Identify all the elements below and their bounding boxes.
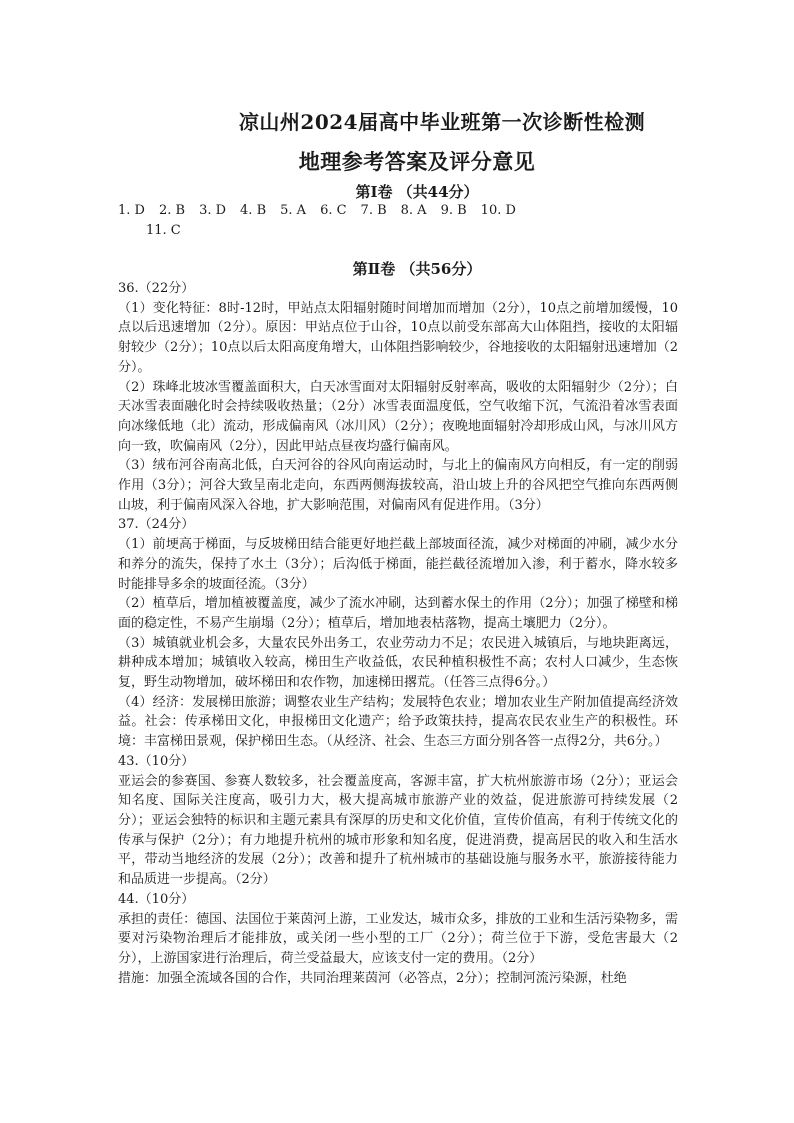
q44-heading: 44.（10分）	[118, 891, 195, 907]
q37-answer-2: （2）植草后，增加植被覆盖度，减少了流水冲刷，达到蓄水保土的作用（2分）；加强了梯壁和梯面的稳定性，不易产生崩塌（2分）；植草后，增加地表枯落物，提高土壤肥力（2分）。	[118, 596, 678, 631]
answer-item: 11. C	[146, 223, 181, 238]
q37-heading: 37.（24分）	[118, 517, 195, 533]
q36-answer-2: （2）珠峰北坡冰雪覆盖面积大，白天冰雪面对太阳辐射反射率高，吸收的太阳辐射少（2分）；白天冰雪表面融化时会持续吸收热量；（2分）冰雪表面温度低，空气收缩下沉，气流沿着冰雪表面向冰缘低地（北）流动，形成偏南风（冰川风）（2分）；夜晚地面辐射冷却形成山风，与冰川风方向一致，吹偏南风（2分），因此甲站点昼夜均盛行偏南风。	[118, 379, 678, 454]
answer-item: 3. D	[199, 203, 227, 218]
q44-answer-1: 承担的责任：德国、法国位于莱茵河上游，工业发达，城市众多，排放的工业和生活污染物多，需要对污染物治理后才能排放，或关闭一些小型的工厂（2分）；荷兰位于下游，受危害最大（2分），上游国家进行治理后，荷兰受益最大，应该支付一定的费用。（2分）	[118, 911, 678, 966]
part2-body	[118, 279, 678, 988]
q37-answer-4: （4）经济：发展梯田旅游；调整农业生产结构；发展特色农业；增加农业生产附加值提高经济效益。社会：传承梯田文化，申报梯田文化遗产；给予政策扶持，提高农民农业生产的积极性。环境：丰富梯田景观，保护梯田生态。（从经济、社会、生态三方面分别各答一点得2分，共6分。）	[118, 694, 678, 750]
answer-item: 8. A	[400, 203, 427, 218]
q43-heading: 43.（10分）	[118, 753, 195, 769]
answer-item: 1. D	[118, 203, 145, 218]
q37-answer-3: （3）城镇就业机会多，大量农民外出务工，农业劳动力不足；农民进入城镇后，与地块距离远，耕种成本增加；城镇收入较高，梯田生产收益低，农民种植积极性不高；农村人口减少，生态恢复，野生动物增加，破坏梯田和农作物，加速梯田撂荒。（任答三点得6分。）	[118, 635, 678, 691]
document-title: 凉山州2024届高中毕业班第一次诊断性检测	[238, 110, 646, 134]
q36-answer-1: （1）变化特征：8时-12时，甲站点太阳辐射随时间增加而增加（2分），10点之前增加缓慢，10点以后迅速增加（2分）。原因：甲站点位于山谷，10点以前受东部高大山体阻挡，接收的太阳辐射较少（2分）；10点以后太阳高度角增大，山体阻挡影响较少，谷地接收的太阳辐射迅速增加（2分）。	[118, 300, 678, 375]
answer-item: 2. B	[158, 203, 186, 218]
q36-answer-3: （3）绒布河谷南高北低，白天河谷的谷风向南运动时，与北上的偏南风方向相反，有一定的削弱作用（3分）；河谷大致呈南北走向，东西两侧海拔较高，沿山坡上升的谷风把空气推向东西两侧山坡，利于偏南风深入谷地，扩大影响范围，对偏南风有促进作用。（3分）	[118, 458, 678, 513]
answer-item: 7. B	[360, 203, 387, 218]
answer-item: 5. A	[280, 203, 307, 218]
answer-item: 6. C	[320, 203, 347, 218]
q43-answer-1: 亚运会的参赛国、参赛人数较多，社会覆盖度高，客源丰富，扩大杭州旅游市场（2分）；亚运会知名度、国际关注度高，吸引力大，极大提高城市旅游产业的效益，促进旅游可持续发展（2分）；亚运会独特的标识和主题元素具有深厚的历史和文化价值，宣传价值高，有利于传统文化的传承与保护（2分）；有力地提升杭州的城市形象和知名度，促进消费，提高居民的收入和生活水平，带动当地经济的发展（2分）；改善和提升了杭州城市的基础设施与服务水平，旅游接待能力和品质进一步提高。（2分）	[118, 773, 678, 888]
part1-heading: 第Ⅰ卷 （共44分）	[355, 183, 479, 201]
q44-answer-2: 措施：加强全流域各国的合作，共同治理莱茵河（必答点，2分）；控制河流污染源，杜绝	[118, 970, 627, 986]
answer-item: 10. D	[480, 203, 516, 218]
part2-heading: 第Ⅱ卷 （共56分）	[352, 260, 482, 278]
document-subtitle: 地理参考答案及评分意见	[298, 149, 536, 174]
answer-item: 9. B	[440, 203, 467, 218]
q37-answer-1: （1）前埂高于梯面，与反坡梯田结合能更好地拦截上部坡面径流，减少对梯面的冲刷，减少水分和养分的流失，保持了水土（3分）；后沟低于梯面，能拦截径流增加入渗，利于蓄水，降水较多时能排导多余的坡面径流。（3分）	[118, 537, 678, 592]
choice-answers	[118, 202, 698, 240]
q36-heading: 36.（22分）	[118, 281, 195, 296]
answer-item: 4. B	[240, 203, 267, 218]
